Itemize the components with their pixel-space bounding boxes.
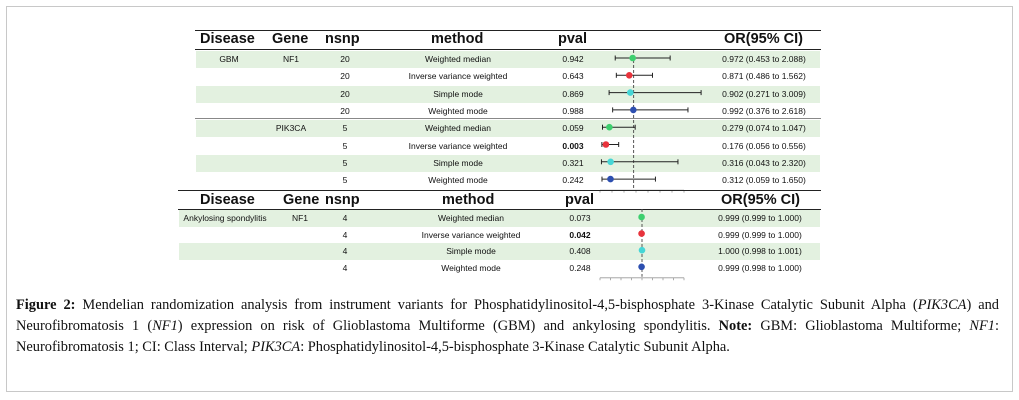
caption-text-3: ) expression on risk of Glioblastoma Multiforme (GBM) and ankylosing spondylitis. [177, 318, 719, 334]
table1-header-method: method [431, 31, 484, 47]
caption-note-label: Note: [718, 318, 753, 334]
table-cell-disease: GBM [219, 54, 239, 64]
table-cell-nsnp: 20 [340, 71, 350, 82]
table-cell-nsnp: 5 [342, 157, 348, 168]
point-estimate [638, 264, 645, 271]
caption-text-2: ) and Neurofibromatosis 1 ( [16, 297, 999, 334]
table-cell-pval: 0.242 [562, 175, 584, 186]
table-cell-nsnp: 4 [342, 229, 348, 240]
table-cell-gene: PIK3CA [275, 123, 307, 134]
table-cell-method: Inverse variance weighted [408, 71, 508, 82]
table-cell-or: 0.902 (0.271 to 3.009) [722, 88, 806, 99]
caption-gene-4: PIK3CA [251, 339, 301, 355]
table1-header-disease: Disease [200, 31, 255, 47]
table2-header-or: OR(95% CI) [721, 192, 800, 208]
table-cell-or: 0.972 (0.453 to 2.088) [722, 54, 806, 64]
table-cell-pval: 0.643 [562, 71, 584, 82]
point-estimate [638, 230, 645, 237]
table-cell-nsnp: 20 [340, 88, 350, 99]
table-cell-or: 0.999 (0.999 to 1.000) [718, 213, 802, 223]
caption-text-5: : Neurofibromatosis 1; CI: Class Interval; [16, 318, 1000, 355]
table-cell-pval: 0.042 [569, 229, 591, 240]
table-cell-method: Weighted median [438, 213, 504, 223]
caption-text-1: Mendelian randomization analysis from instrument variants for Phosphatidylinositol-4,5-bisphosphate 3-Kinase Catalytic Subunit Alpha ( [75, 297, 918, 313]
table-cell-method: Inverse variance weighted [408, 140, 508, 151]
table-cell-method: Simple mode [433, 88, 483, 99]
point-estimate [638, 214, 645, 221]
table-cell-or: 0.312 (0.059 to 1.650) [722, 175, 806, 186]
table-cell-nsnp: 20 [340, 105, 350, 116]
table1-header-or: OR(95% CI) [724, 31, 803, 47]
table-cell-nsnp: 4 [342, 246, 348, 257]
table-cell-pval: 0.869 [562, 88, 584, 99]
table-cell-pval: 0.059 [562, 123, 584, 134]
table-cell-pval: 0.248 [569, 262, 591, 273]
caption-gene-1: PIK3CA [917, 297, 967, 313]
table-cell-nsnp: 5 [342, 175, 348, 186]
table2-header-gene: Gene [283, 192, 320, 208]
table-cell-pval: 0.321 [562, 157, 584, 168]
table2-header-method: method [442, 192, 495, 208]
point-estimate [639, 247, 646, 254]
table1-header-pval: pval [558, 31, 588, 47]
caption-text-6: : Phosphatidylinositol-4,5-bisphosphate 3-Kinase Catalytic Subunit Alpha. [300, 339, 730, 355]
table-cell-gene: NF1 [282, 54, 300, 64]
table-cell-method: Simple mode [446, 246, 496, 257]
table1-header-nsnp: nsnp [325, 31, 360, 47]
table2-header-pval: pval [565, 192, 595, 208]
table-cell-or: 0.279 (0.074 to 1.047) [722, 123, 806, 134]
table-cell-pval: 0.942 [562, 54, 584, 64]
table-cell-method: Simple mode [433, 157, 483, 168]
table-cell-method: Weighted mode [428, 175, 488, 186]
table-cell-or: 0.176 (0.056 to 0.556) [722, 140, 806, 151]
table-cell-nsnp: 4 [342, 262, 348, 273]
table-cell-method: Weighted median [425, 54, 491, 64]
table-cell-or: 1.000 (0.998 to 1.001) [718, 246, 802, 257]
table2-header-disease: Disease [200, 192, 255, 208]
caption-figure-label: Figure 2: [16, 297, 76, 313]
table-cell-pval: 0.988 [562, 105, 584, 116]
table2-header-nsnp: nsnp [325, 192, 360, 208]
table-cell-or: 0.999 (0.998 to 1.000) [718, 262, 802, 273]
table-cell-method: Inverse variance weighted [421, 229, 521, 240]
table-cell-nsnp: 5 [342, 123, 348, 134]
table-cell-pval: 0.073 [569, 213, 591, 223]
table-cell-method: Weighted mode [441, 262, 501, 273]
table-cell-pval: 0.003 [562, 140, 584, 151]
caption-gene-2: NF1 [152, 318, 178, 334]
figure-caption [16, 295, 999, 358]
table-cell-or: 0.871 (0.486 to 1.562) [722, 71, 806, 82]
caption-gene-3: NF1 [969, 318, 996, 334]
table-cell-or: 0.999 (0.999 to 1.000) [718, 229, 802, 240]
table1-header-gene: Gene [272, 31, 309, 47]
table-cell-or: 0.992 (0.376 to 2.618) [722, 105, 806, 116]
table-cell-nsnp: 5 [342, 140, 348, 151]
table-cell-pval: 0.408 [569, 246, 591, 257]
table-cell-method: Weighted median [425, 123, 491, 134]
table-cell-gene: NF1 [291, 213, 309, 223]
table-cell-nsnp: 4 [342, 213, 348, 223]
table-cell-disease: Ankylosing spondylitis [183, 213, 267, 223]
table-cell-method: Weighted mode [428, 105, 488, 116]
table-cell-or: 0.316 (0.043 to 2.320) [722, 157, 806, 168]
caption-text-4: GBM: Glioblastoma Multiforme; [752, 318, 970, 334]
table-cell-nsnp: 20 [340, 54, 350, 64]
